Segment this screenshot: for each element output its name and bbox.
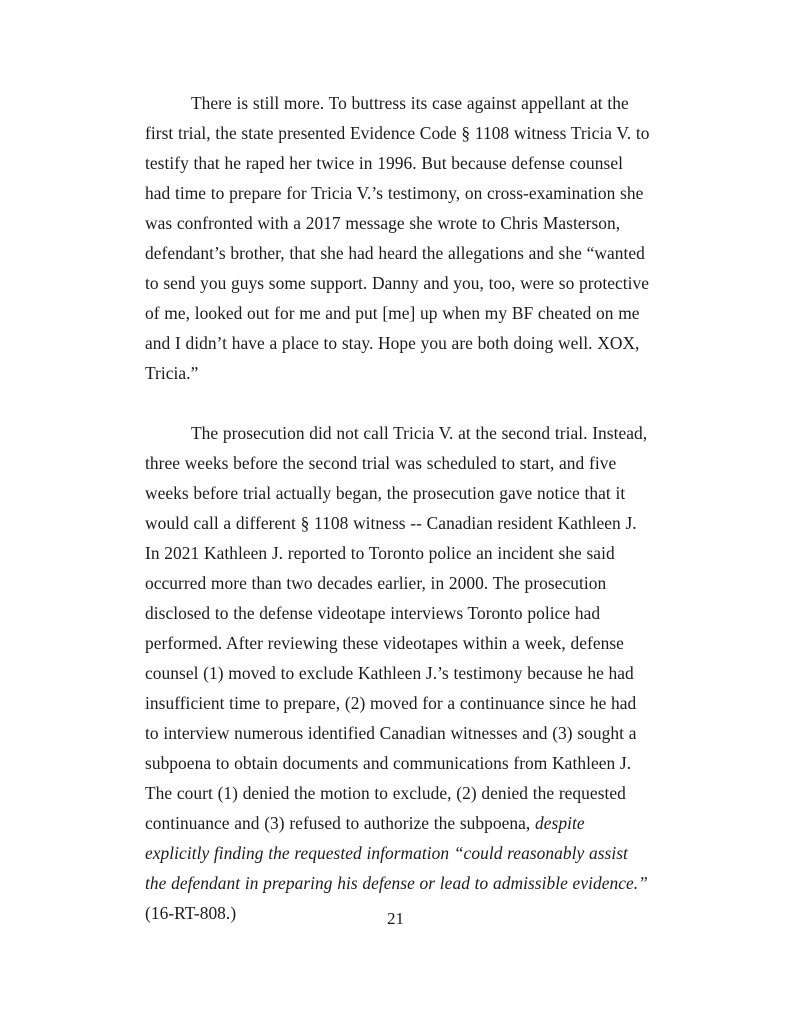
paragraph-tricia-v: There is still more. To buttress its case against appellant at the first trial, the state presented Evidence Code § 1108 witness Tricia V. to testify that he raped her twice in 1996. But because defense counsel had time to prepare for Tricia V.’s testimony, on cross-examination she was confronted with a 2017 message she wrote to Chris Masterson, defendant’s brother, that she had heard the allegations and she “wanted to send you guys some support. Danny and you, too, were so protective of me, looked out for me and put [me] up when my BF cheated on me and I didn’t have a place to stay. Hope you are both doing well. XOX, Tricia.” — [145, 93, 650, 383]
record-citation: (16-RT-808.) — [145, 903, 237, 923]
paragraph-kathleen-j — [145, 418, 651, 928]
body-text-block — [145, 88, 651, 928]
page-number: 21 — [387, 909, 404, 928]
paragraph-kathleen-j-italic-quote: despite explicitly finding the requested information “could reasonably assist the defendant in preparing his defense or lead to admissible evidence.” — [145, 813, 648, 893]
paragraph-kathleen-j-lead: The prosecution did not call Tricia V. at the second trial. Instead, three weeks before the second trial was scheduled to start, and five weeks before trial actually began, the prosecution gave notice that it would call a different § 1108 witness -- Canadian resident Kathleen J. In 2021 Kathleen J. reported to Toronto police an incident she said occurred more than two decades earlier, in 2000. The prosecution disclosed to the defense videotape interviews Toronto police had performed. After reviewing these videotapes within a week, defense counsel (1) moved to exclude Kathleen J.’s testimony because he had insufficient time to prepare, (2) moved for a continuance since he had to interview numerous identified Canadian witnesses and (3) sought a subpoena to obtain documents and communications from Kathleen J. The court (1) denied the motion to exclude, (2) denied the requested continuance and (3) refused to authorize the subpoena, — [145, 423, 648, 833]
